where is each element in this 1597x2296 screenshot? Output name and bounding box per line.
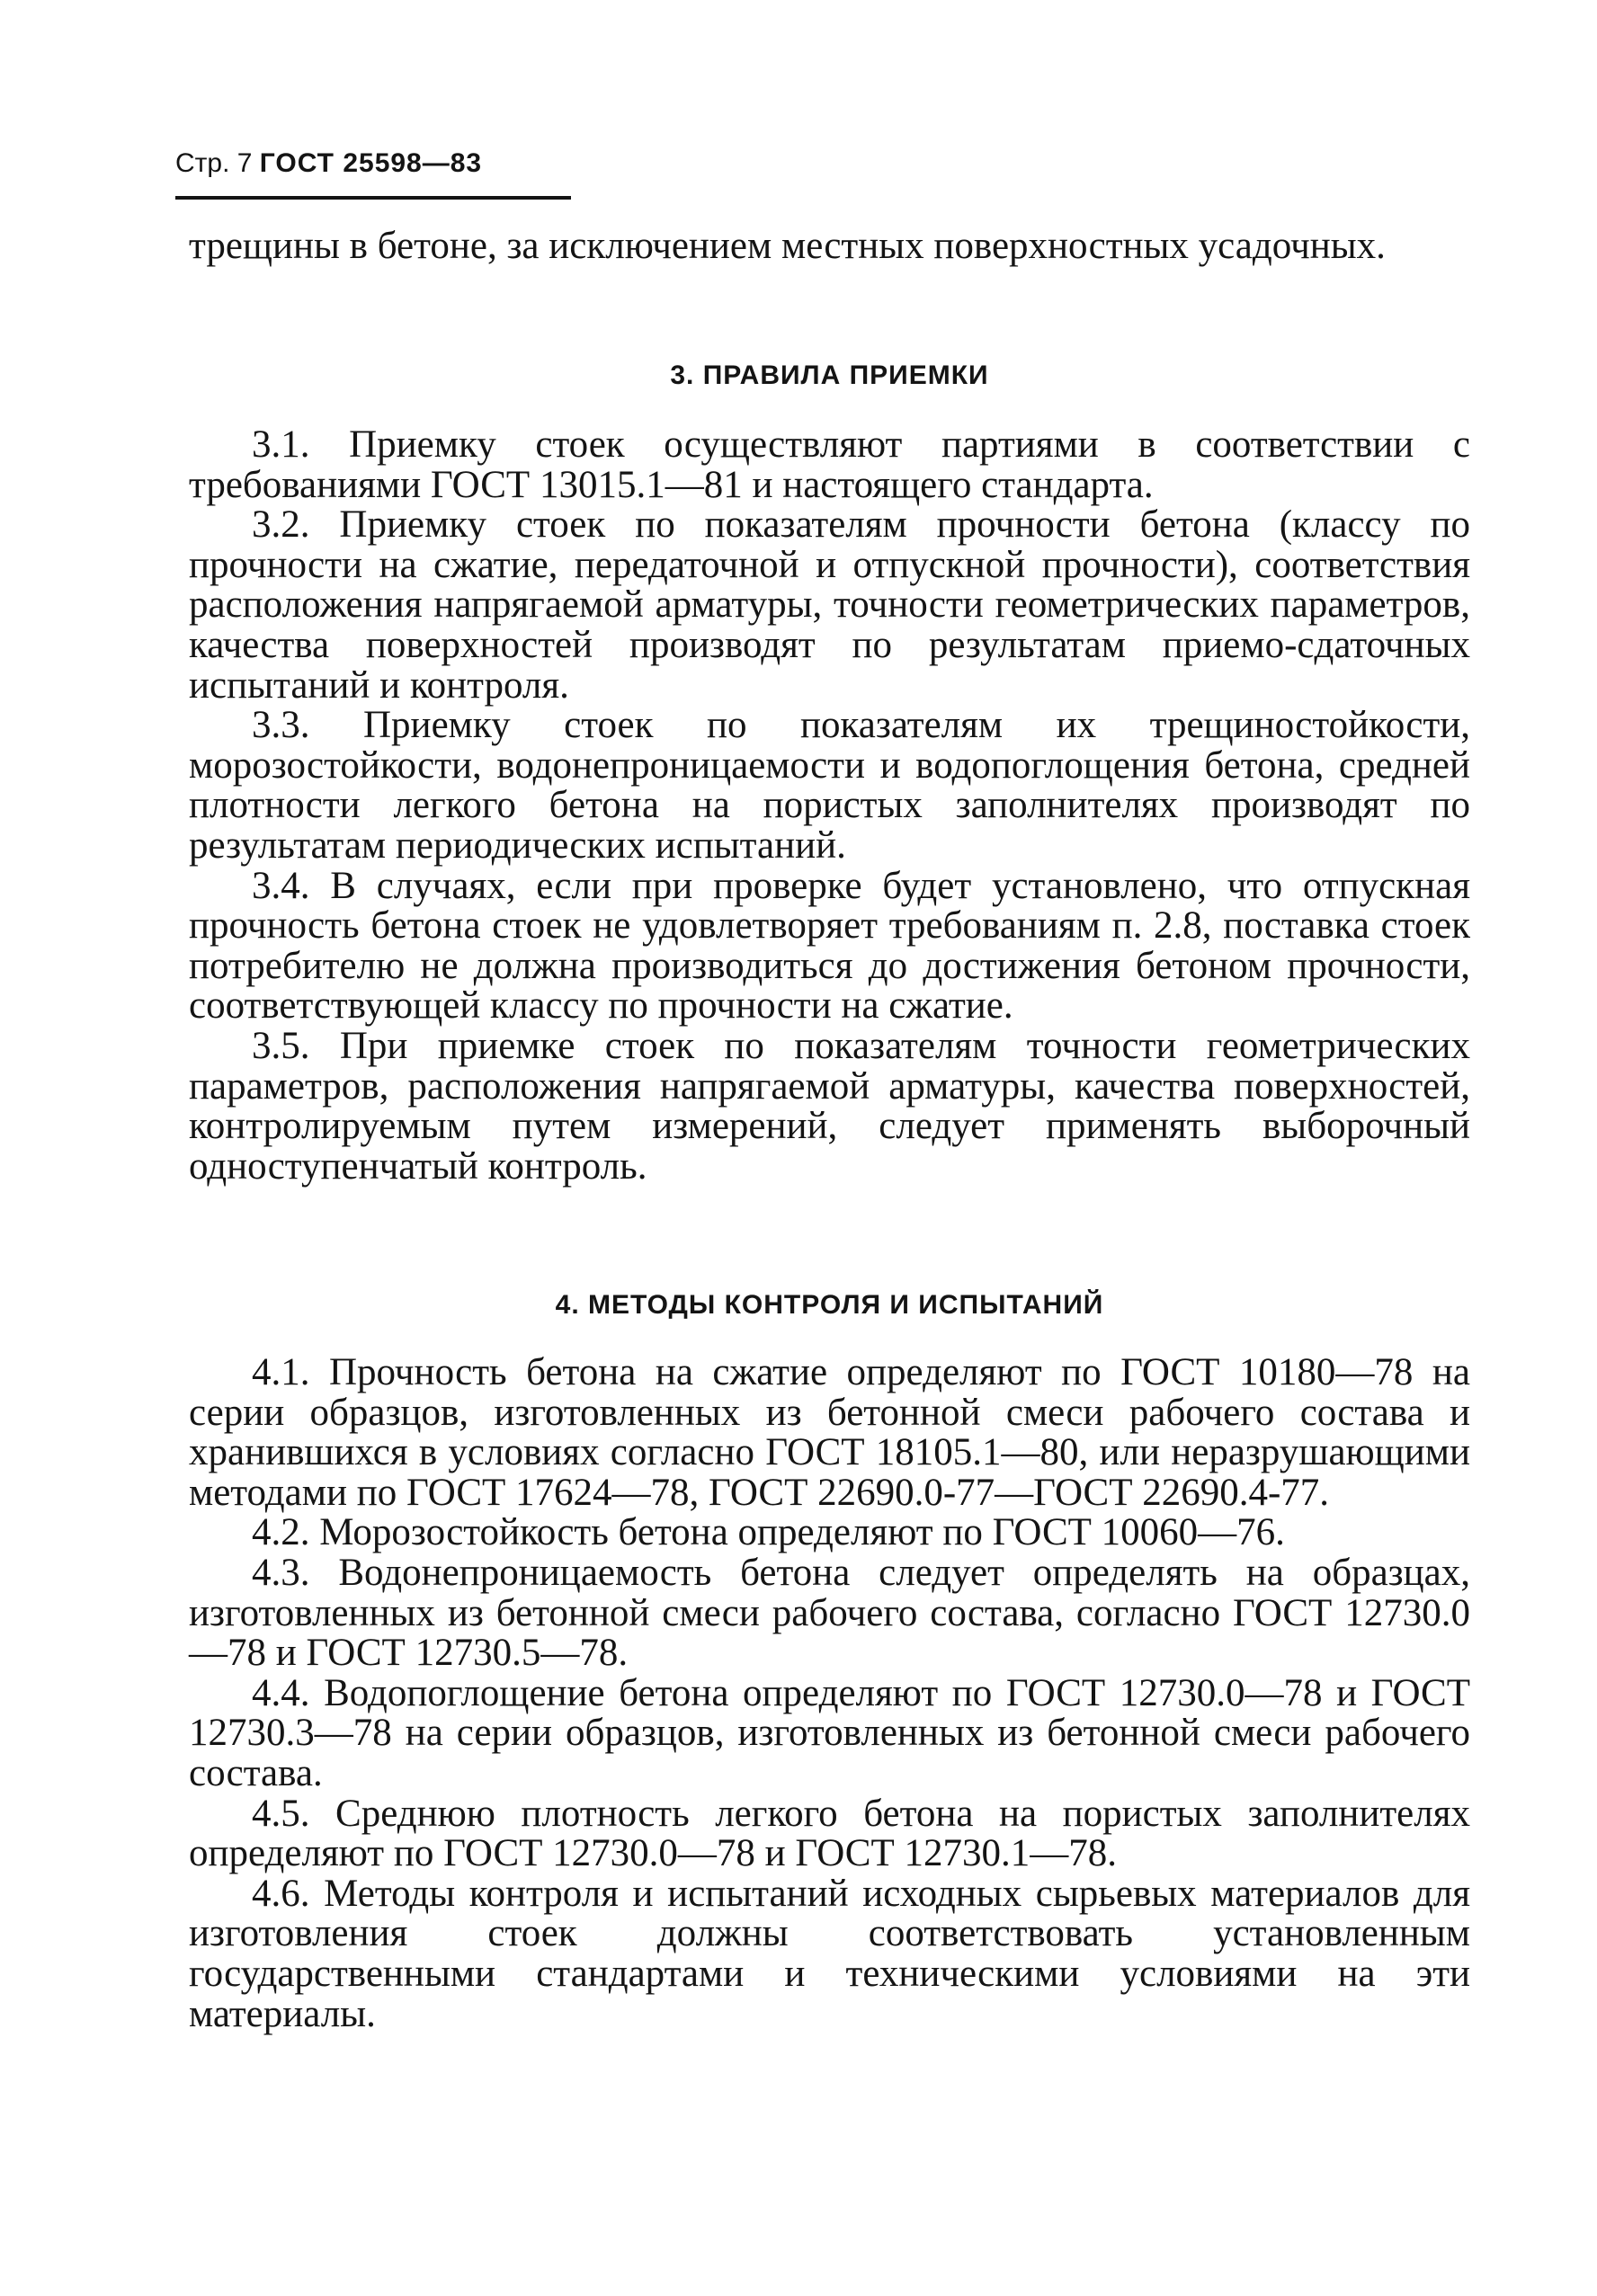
section-4-heading: 4. МЕТОДЫ КОНТРОЛЯ И ИСПЫТАНИЙ (555, 1290, 1104, 1320)
paragraph-3-1: 3.1. Приемку стоек осуществляют партиями в соответствии с требованиями ГОСТ 13015.1—81 и настоящего стандарта. (189, 423, 1470, 506)
section-3-body (189, 425, 1470, 1187)
paragraph-3-4: 3.4. В случаях, если при проверке будет установлено, что отпускная прочность бетона стоек не удовлетворяет требованиям п. 2.8, поставка стоек потребителю не должна производиться до достижения бетоном прочности, соответствующей классу по прочности на сжатие. (189, 864, 1470, 1028)
paragraph-3-2: 3.2. Приемку стоек по показателям прочности бетона (классу по прочности на сжатие, передаточной и отпускной прочности), соответствия расположения напрягаемой арматуры, точности геометрических параметров, качества поверхностей производят по результатам приемо-сдаточных испытаний и контроля. (189, 503, 1470, 707)
page-number: Стр. 7 (175, 148, 253, 178)
page-header (175, 144, 571, 200)
paragraph-3-5: 3.5. При приемке стоек по показателям точности геометрических параметров, расположения напрягаемой арматуры, качества поверхностей, контролируемым путем измерений, следует применять выборочный одноступенчатый контроль. (189, 1024, 1470, 1188)
paragraph-4-1: 4.1. Прочность бетона на сжатие определяют по ГОСТ 10180—78 на серии образцов, изготовленных из бетонной смеси рабочего состава и хранившихся в условиях согласно ГОСТ 18105.1—80, или неразрушающими методами по ГОСТ 17624—78, ГОСТ 22690.0-77—ГОСТ 22690.4-77. (189, 1351, 1470, 1514)
intro-paragraph: трещины в бетоне, за исключением местных поверхностных усадочных. (189, 225, 1386, 267)
paragraph-4-6: 4.6. Методы контроля и испытаний исходных сырьевых материалов для изготовления стоек должны соответствовать установленным государственными стандартами и техническими условиями на эти материалы. (189, 1872, 1470, 2035)
section-4-body (189, 1353, 1470, 2034)
intro-block (189, 227, 1470, 267)
paragraph-4-3: 4.3. Водонепроницаемость бетона следует определять на образцах, изготовленных из бетонной смеси рабочего состава, согласно ГОСТ 12730.0—78 и ГОСТ 12730.5—78. (189, 1551, 1470, 1675)
paragraph-4-4: 4.4. Водопоглощение бетона определяют по ГОСТ 12730.0—78 и ГОСТ 12730.3—78 на серии образцов, изготовленных из бетонной смеси рабочего состава. (189, 1671, 1470, 1794)
standard-code: ГОСТ 25598—83 (259, 148, 483, 178)
paragraph-4-2: 4.2. Морозостойкость бетона определяют по ГОСТ 10060—76. (252, 1511, 1285, 1554)
paragraph-3-3: 3.3. Приемку стоек по показателям их трещиностойкости, морозостойкости, водонепроницаемости и водопоглощения бетона, средней плотности легкого бетона на пористых заполнителях производят по результатам периодических испытаний. (189, 704, 1470, 867)
section-3-heading: 3. ПРАВИЛА ПРИЕМКИ (670, 360, 989, 390)
paragraph-4-5: 4.5. Среднюю плотность легкого бетона на пористых заполнителях определяют по ГОСТ 12730.0—78 и ГОСТ 12730.1—78. (189, 1792, 1470, 1875)
